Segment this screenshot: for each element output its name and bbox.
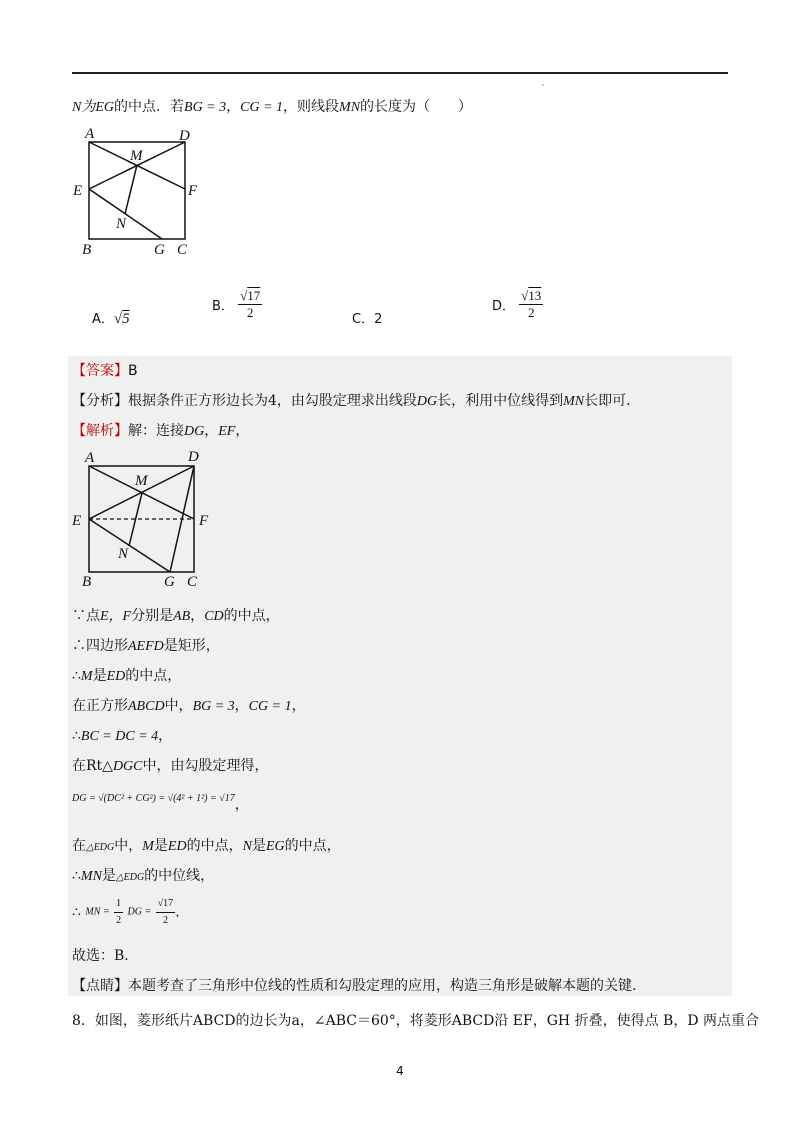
label-d: D xyxy=(179,128,190,144)
step-8-b: △EDG xyxy=(86,842,115,853)
step-1-d: AB xyxy=(173,609,191,624)
step-8-g: 的中点， xyxy=(186,838,243,854)
option-c-label: C．2 xyxy=(352,312,383,327)
step-1-e: ， xyxy=(190,608,205,624)
header-dot xyxy=(542,84,544,86)
step-3-d: ED xyxy=(106,669,126,684)
step-8-h: N xyxy=(242,839,252,854)
option-d-num: 13 xyxy=(528,288,542,303)
label-g: G xyxy=(154,242,165,258)
solution-intro xyxy=(72,421,249,442)
solution-figure xyxy=(66,446,216,591)
step-4-a: 在正方形 xyxy=(72,698,128,714)
step-8-f: ED xyxy=(167,839,187,854)
step-2-c: 是矩形， xyxy=(163,638,220,654)
step-1-b: E，F xyxy=(100,609,132,624)
step-4-d: BG = 3 xyxy=(192,699,235,714)
step-8 xyxy=(72,836,341,858)
option-b-label: B． xyxy=(212,299,234,314)
step-8-c: 中， xyxy=(114,838,143,854)
step-4-f: CG = 1 xyxy=(248,699,292,714)
analysis-text1: 根据条件正方形边长为4，由勾股定理求出线段 xyxy=(128,393,417,409)
step-8-j: EG xyxy=(265,839,285,854)
step-3-e: 的中点， xyxy=(125,668,182,684)
step-1-c: 分别是 xyxy=(131,608,174,624)
solution-end: ， xyxy=(235,423,250,439)
step-9-d: △EDG xyxy=(115,872,145,883)
step-1-f: CD xyxy=(204,609,224,624)
step-1-g: 的中点， xyxy=(223,608,280,624)
step-4 xyxy=(72,696,306,717)
step-1 xyxy=(72,606,280,627)
label-m: M xyxy=(130,148,143,164)
segment-mn: MN xyxy=(339,100,361,115)
label-a-2: A xyxy=(85,450,95,466)
label-a: A xyxy=(85,126,95,142)
option-d xyxy=(492,288,543,321)
step-8-e: 是 xyxy=(153,838,168,854)
label-f-2: F xyxy=(199,513,209,529)
step-3 xyxy=(72,666,181,687)
label-e: E xyxy=(73,183,83,199)
given-bg: BG = 3 xyxy=(184,100,227,115)
step-4-b: ABCD xyxy=(128,699,165,714)
step-6 xyxy=(72,756,269,777)
step-5-c: ， xyxy=(158,728,173,744)
step-4-c: 中， xyxy=(164,698,193,714)
analysis-text2: 长，利用中位线得到 xyxy=(437,393,564,409)
step-8-a: 在 xyxy=(72,838,86,854)
option-d-den: 2 xyxy=(527,305,535,320)
step-10-result-den: 2 xyxy=(162,915,168,926)
step-7 xyxy=(72,787,249,813)
question-prefix: N为 xyxy=(72,100,96,115)
label-n: N xyxy=(116,216,127,232)
step-6-c: 中，由勾股定理得， xyxy=(142,758,269,774)
step-2-b: AEFD xyxy=(128,639,164,654)
step-9-a: ∴ xyxy=(72,868,81,884)
label-g-2: G xyxy=(164,574,175,590)
label-d-2: D xyxy=(188,449,199,465)
solution-intro-text: 解：连接 xyxy=(128,423,184,439)
label-f: F xyxy=(188,183,198,199)
answer-line xyxy=(72,361,138,381)
step-5-b: BC = DC = 4 xyxy=(80,729,159,744)
step-10-end: . xyxy=(175,904,180,921)
label-n-2: N xyxy=(118,546,129,562)
option-b xyxy=(212,288,262,321)
option-a: A．√5 xyxy=(92,311,130,327)
step-6-a: 在Rt△ xyxy=(72,758,113,774)
question-mid1: 的中点．若 xyxy=(114,99,185,115)
step-8-i: 是 xyxy=(251,838,266,854)
question-comma: ， xyxy=(226,99,241,115)
step-10-half xyxy=(114,896,123,929)
step-8-k: 的中点， xyxy=(284,838,341,854)
step-10-b: MN = xyxy=(85,906,110,918)
option-d-label: D． xyxy=(492,299,516,314)
comment-text: 本题考查了三角形中位线的性质和勾股定理的应用，构造三角形是破解本题的关键. xyxy=(128,978,637,994)
step-9 xyxy=(72,866,214,888)
step-10-half-den: 2 xyxy=(116,915,122,926)
answer-value: B xyxy=(128,363,138,379)
step-4-g: ， xyxy=(291,698,306,714)
step-10-d: DG = xyxy=(127,906,152,918)
step-3-b: M xyxy=(80,669,93,684)
label-c: C xyxy=(177,242,188,258)
step-2-a: ∴四边形 xyxy=(72,638,128,654)
step-10-half-num: 1 xyxy=(114,896,123,913)
step-10-result-num: √17 xyxy=(156,896,176,913)
next-question xyxy=(72,1011,759,1031)
label-e-2: E xyxy=(72,513,82,529)
step-4-e: ， xyxy=(234,698,249,714)
option-a-value: 5 xyxy=(122,311,130,327)
segment-mn-line xyxy=(125,165,137,214)
option-a-label: A． xyxy=(92,312,114,327)
step-6-b: DGC xyxy=(112,759,143,774)
label-b-2: B xyxy=(82,574,92,590)
step-10-result xyxy=(156,896,176,929)
question-suffix: 的长度为（ ） xyxy=(360,99,473,115)
answer-tag: 【答案】 xyxy=(72,363,128,379)
analysis-mn: MN xyxy=(563,394,585,409)
solution-tag: 【解析】 xyxy=(72,423,128,439)
option-c xyxy=(352,308,382,327)
label-m-2: M xyxy=(135,473,148,489)
step-7-end: ， xyxy=(234,797,249,813)
next-question-text: 8．如图，菱形纸片ABCD的边长为a，∠ABC＝60°，将菱形ABCD沿 EF，GH 折叠，使得点 B，D 两点重合 xyxy=(72,1013,759,1029)
step-7-formula: DG = √(DC² + CG²) = √(4² + 1²) = √17 xyxy=(72,793,235,804)
option-b-den: 2 xyxy=(246,305,254,320)
page-number: 4 xyxy=(396,1064,404,1078)
analysis-text3: 长即可. xyxy=(584,393,631,409)
solution-dg: DG xyxy=(184,424,205,439)
step-3-c: 是 xyxy=(92,668,107,684)
step-9-c: 是 xyxy=(101,868,116,884)
question-text xyxy=(72,97,472,118)
analysis-line xyxy=(72,391,631,412)
question-mid2: ，则线段 xyxy=(283,99,340,115)
label-b: B xyxy=(82,242,92,258)
comment-tag: 【点睛】 xyxy=(72,978,128,994)
step-10-a: ∴ xyxy=(72,904,81,921)
step-10 xyxy=(72,896,180,929)
step-9-b: MN xyxy=(80,869,102,884)
header-rule xyxy=(72,72,728,74)
step-8-d: M xyxy=(142,839,154,854)
option-d-fraction: $\frac{√13}{2}$ xyxy=(521,288,542,320)
step-1-a: ∵点 xyxy=(72,608,100,624)
option-b-fraction: $\frac{√17}{2}$ xyxy=(240,288,261,320)
step-9-e: 的中位线， xyxy=(144,868,215,884)
solution-sep: ， xyxy=(204,423,219,439)
step-3-a: ∴ xyxy=(72,668,81,684)
choice-line xyxy=(72,946,129,966)
question-figure xyxy=(66,122,206,262)
step-5 xyxy=(72,726,172,747)
segment-eg: EG xyxy=(95,100,115,115)
analysis-tag: 【分析】 xyxy=(72,393,128,409)
choice-text: 故选：B. xyxy=(72,948,129,964)
step-5-a: ∴ xyxy=(72,728,81,744)
label-c-2: C xyxy=(187,574,198,590)
solution-ef: EF xyxy=(218,424,236,439)
given-cg: CG = 1 xyxy=(240,100,284,115)
option-b-num: 17 xyxy=(247,288,261,303)
step-2 xyxy=(72,636,220,657)
comment-line xyxy=(72,976,636,996)
analysis-dg: DG xyxy=(416,394,438,409)
